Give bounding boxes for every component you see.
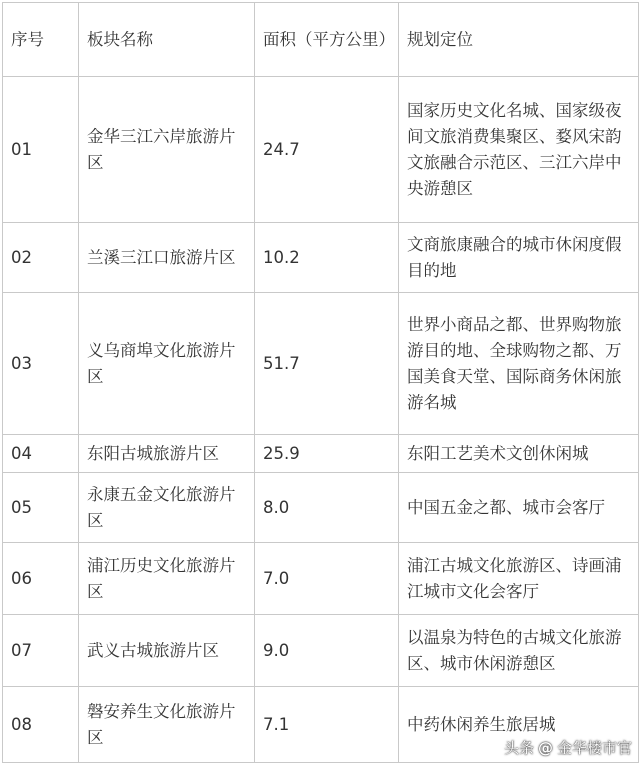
row-name: 浦江历史文化旅游片区 bbox=[79, 543, 255, 615]
row-no: 08 bbox=[3, 687, 79, 763]
table-row bbox=[3, 543, 639, 615]
watermark-at: @ bbox=[537, 738, 553, 757]
planning-table bbox=[2, 2, 639, 763]
row-area: 9.0 bbox=[255, 615, 399, 687]
watermark-account: 金华楼市官 bbox=[556, 739, 632, 757]
row-name: 金华三江六岸旅游片区 bbox=[79, 77, 255, 223]
row-name: 东阳古城旅游片区 bbox=[79, 435, 255, 473]
table-row bbox=[3, 615, 639, 687]
row-position: 中国五金之都、城市会客厅 bbox=[399, 473, 639, 543]
watermark bbox=[504, 737, 632, 758]
row-no: 02 bbox=[3, 223, 79, 293]
row-area: 10.2 bbox=[255, 223, 399, 293]
table-row bbox=[3, 77, 639, 223]
row-no: 03 bbox=[3, 293, 79, 435]
row-name: 磐安养生文化旅游片区 bbox=[79, 687, 255, 763]
row-area: 24.7 bbox=[255, 77, 399, 223]
row-area: 25.9 bbox=[255, 435, 399, 473]
table-row bbox=[3, 435, 639, 473]
header-row bbox=[3, 3, 639, 77]
row-area: 51.7 bbox=[255, 293, 399, 435]
header-no: 序号 bbox=[3, 3, 79, 77]
table-row bbox=[3, 473, 639, 543]
row-area: 7.1 bbox=[255, 687, 399, 763]
header-name: 板块名称 bbox=[79, 3, 255, 77]
row-position: 国家历史文化名城、国家级夜间文旅消费集聚区、婺风宋韵文旅融合示范区、三江六岸中央游憩区 bbox=[399, 77, 639, 223]
table-row bbox=[3, 293, 639, 435]
row-name: 义乌商埠文化旅游片区 bbox=[79, 293, 255, 435]
row-position: 浦江古城文化旅游区、诗画浦江城市文化会客厅 bbox=[399, 543, 639, 615]
row-area: 8.0 bbox=[255, 473, 399, 543]
table-row bbox=[3, 223, 639, 293]
header-position: 规划定位 bbox=[399, 3, 639, 77]
header-area: 面积（平方公里） bbox=[255, 3, 399, 77]
watermark-prefix: 头条 bbox=[503, 739, 534, 757]
row-position: 文商旅康融合的城市休闲度假目的地 bbox=[399, 223, 639, 293]
row-no: 05 bbox=[3, 473, 79, 543]
row-position: 中药休闲养生旅居城 bbox=[399, 687, 639, 763]
row-no: 04 bbox=[3, 435, 79, 473]
row-no: 07 bbox=[3, 615, 79, 687]
row-name: 武义古城旅游片区 bbox=[79, 615, 255, 687]
row-name: 永康五金文化旅游片区 bbox=[79, 473, 255, 543]
row-position: 以温泉为特色的古城文化旅游区、城市休闲游憩区 bbox=[399, 615, 639, 687]
row-name: 兰溪三江口旅游片区 bbox=[79, 223, 255, 293]
row-no: 01 bbox=[3, 77, 79, 223]
row-position: 世界小商品之都、世界购物旅游目的地、全球购物之都、万国美食天堂、国际商务休闲旅游名城 bbox=[399, 293, 639, 435]
row-no: 06 bbox=[3, 543, 79, 615]
row-area: 7.0 bbox=[255, 543, 399, 615]
row-position: 东阳工艺美术文创休闲城 bbox=[399, 435, 639, 473]
